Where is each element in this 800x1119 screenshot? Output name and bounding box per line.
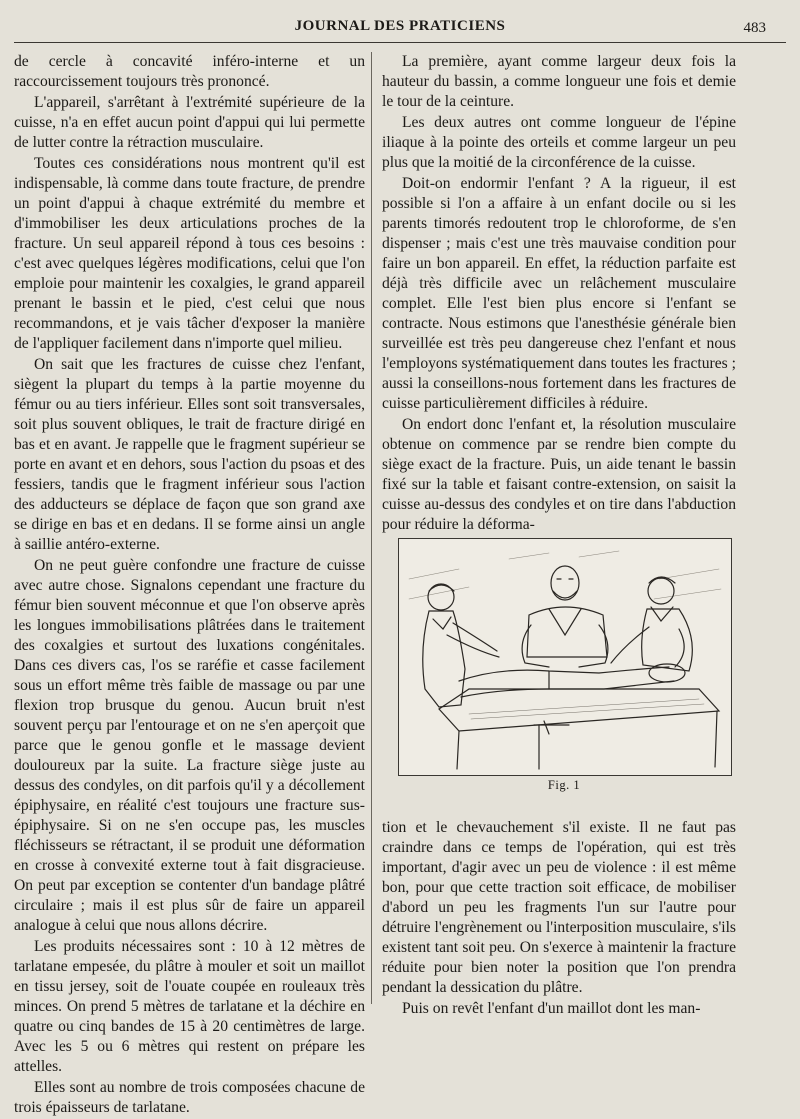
paragraph: On endort donc l'enfant et, la résolution musculaire obtenue on commence par se rendre bien compte du siège exact de la fracture. Puis, un aide tenant le bassin fixé sur la table et faisant contre-extension, on saisit la cuisse au-dessus des condyles et on tire dans l'abduction pour réduire la déforma-	[382, 416, 736, 533]
surgeon-drawing	[522, 566, 608, 667]
right-column-bottom	[382, 818, 736, 1020]
paragraph: Doit-on endormir l'enfant ? A la rigueur, il est possible si l'on a affaire à un enfant docile ou si les parents timorés redoutent trop le chloroforme, de s'en dispenser ; mais c'est une très mauvaise condition pour faire un bon appareil. En effet, la réduction parfaite est déjà très difficile avec un relâchement musculaire complet. Elle l'est bien plus encore si l'enfant se contracte. Nous estimons que l'anesthésie générale bien surveillée est très peu dangereuse chez l'enfant et nous l'employons systématiquement dans toutes les fractures ; aussi la conseillons-nous fortement dans les fractures de cuisse particulièrement difficiles à réduire.	[382, 175, 736, 412]
paragraph: Elles sont au nombre de trois composées chacune de trois épaisseurs de tarlatane.	[14, 1079, 365, 1116]
left-column	[14, 52, 365, 1119]
paragraph: Les produits nécessaires sont : 10 à 12 mètres de tarlatane empesée, du plâtre à mouler et soit un maillot en tissu jersey, soit de l'ouate coupée en rouleaux très minces. On prend 5 mètres de tarlatane et la déchire en quatre ou cinq bandes de 15 à 20 centimètres de large. Avec les 5 ou 6 mètres qui restent on prépare les attelles.	[14, 938, 365, 1075]
page-header	[14, 8, 786, 43]
page-number: 483	[743, 20, 766, 36]
paragraph: Toutes ces considérations nous montrent qu'il est indispensable, là comme dans toute fracture, de prendre un point d'appui à chaque extrémité du membre et d'immobiliser les deux articulations proches de la fracture. Un seul appareil répond à tous ces besoins : c'est avec quelques légères modifications, celui que l'on emploie pour maintenir les coxalgies, le grand appareil prenant le bassin et le pied, c'est celui que nous recommandons, et je vais tâcher d'exposer la manière de l'appliquer facilement dans n'importe quel milieu.	[14, 155, 365, 352]
column-divider	[371, 52, 372, 1004]
paragraph: tion et le chevauchement s'il existe. Il ne faut pas craindre dans ce temps de l'opération, qui est très important, d'agir avec un peu de violence : il est même bon, pour que cette traction soit efficace, de mobiliser d'abord un peu les fragments l'un sur l'autre pour détruire l'engrènement ou l'interposition musculaire, s'ils existent tant soit peu. On s'exerce à maintenir la fracture réduite pour bien noter la position que l'on prendra pendant la dessication du plâtre.	[382, 819, 736, 996]
child-patient-drawing	[459, 664, 685, 697]
paragraph: Puis on revêt l'enfant d'un maillot dont les man-	[402, 1000, 701, 1017]
paragraph: Les deux autres ont comme longueur de l'épine iliaque à la pointe des orteils et comme largeur un peu plus que la moitié de la circonférence de la cuisse.	[382, 114, 736, 171]
paragraph: On sait que les fractures de cuisse chez l'enfant, siègent la plupart du temps à la partie moyenne du fémur ou au tiers inférieur. Elles sont soit transversales, soit plus souvent obliques, le trait de fracture dirigé en bas et en avant. Je rappelle que le fragment supérieur se porte en avant et en dehors, sous l'action du psoas et des fessiers, tandis que le fragment inférieur sous l'action des adducteurs se déplace de façon que son grand axe se dirige en bas et en dedans. Il se forme ainsi un angle à saillie antéro-externe.	[14, 356, 365, 553]
right-nurse-drawing	[611, 577, 692, 671]
paragraph: On ne peut guère confondre une fracture de cuisse avec autre chose. Signalons cependant une fracture du fémur bien souvent méconnue et que l'on observe après les longues immobilisations plâtrées dans le traitement des coxalgies et surtout des luxations congénitales. Dans ces divers cas, l'os se raréfie et casse facilement sous un effort même très faible de massage ou par une flexion trop brusque du genou. Aucun bruit n'est souvent perçu par l'entourage et on ne s'en aperçoit que parce que le genou gonfle et le massage devient douloureux par la suite. La fracture siège juste au dessus des condyles, on dit parfois qu'il y a décollement épiphysaire, en réalité c'est toujours une fracture sus-épiphysaire. Si on ne s'en occupe pas, les muscles fléchisseurs se rétractant, il se produit une déformation en crosse à convexité externe tout à fait disgracieuse. On peut par exception se contenter d'un bandage plâtré circulaire ; mais il est plus sûr de faire un appareil analogue à celui que nous allons décrire.	[14, 557, 365, 934]
paragraph: de cercle à concavité inféro-interne et un raccourcissement toujours très prononcé.	[14, 53, 365, 90]
figure-caption: Fig. 1	[547, 778, 581, 792]
operation-engraving	[399, 539, 731, 775]
figure-illustration	[398, 538, 732, 776]
journal-title: JOURNAL DES PRATICIENS	[294, 18, 506, 34]
operating-table-drawing	[439, 689, 719, 769]
paragraph: L'appareil, s'arrêtant à l'extrémité supérieure de la cuisse, n'a en effet aucun point d'appui qui lui permette de lutter contre la rétraction musculaire.	[14, 94, 365, 151]
paragraph: La première, ayant comme largeur deux fois la hauteur du bassin, a comme longueur une fois et demie le tour de la ceinture.	[382, 53, 736, 110]
right-column-top	[382, 52, 736, 536]
